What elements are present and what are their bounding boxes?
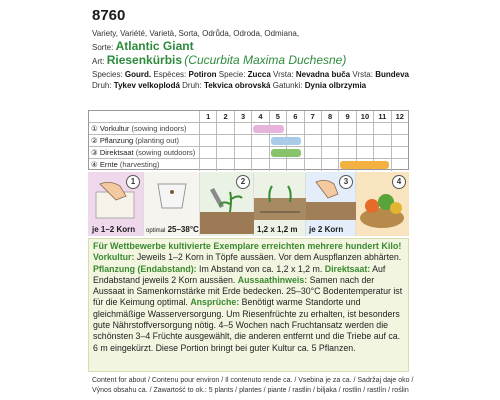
calendar-cell xyxy=(321,147,338,158)
calendar-period-bar xyxy=(340,161,388,169)
content-note-line2: Výnos obsahu ca. / Zawartość to ok.: 5 plants / plantes / piante / rastlin / biljaka / rostlin / rastlín / roślin xyxy=(92,387,409,394)
step-number: 3 xyxy=(339,175,353,189)
row-label: Direktsaat xyxy=(99,148,134,157)
calendar-cell xyxy=(199,135,216,146)
spacing-panel xyxy=(254,172,306,236)
calendar-cell xyxy=(321,159,338,171)
headline: Für Wettbewerbe kultivierte Exemplare erreichten mehrere hundert Kilo! xyxy=(93,241,402,251)
calendar-cell xyxy=(391,159,408,171)
latin-name: (Cucurbita Maxima Duchesne) xyxy=(184,53,347,67)
spacing-icon xyxy=(254,172,306,220)
month-1: 1 xyxy=(199,111,216,122)
calendar-cell xyxy=(269,159,286,171)
month-9: 9 xyxy=(338,111,355,122)
calendar-row-vorkultur xyxy=(89,123,408,135)
calendar-row-label xyxy=(91,148,195,157)
calendar-cell xyxy=(304,135,321,146)
calendar-row-grid xyxy=(199,147,408,158)
month-8: 8 xyxy=(321,111,338,122)
species-label: Vrsta: xyxy=(273,70,294,79)
calendar-row-label xyxy=(91,160,159,169)
calendar-cell xyxy=(286,159,303,171)
row-number: ② xyxy=(91,136,98,145)
calendar-cell xyxy=(321,135,338,146)
calendar-cell xyxy=(304,147,321,158)
pot-icon xyxy=(144,172,200,218)
calendar-cell xyxy=(304,159,321,171)
druh-value: Tykev velkoplodá xyxy=(113,81,180,90)
harvest-panel xyxy=(356,172,409,236)
direktsaat-label: Direktsaat: xyxy=(324,263,371,274)
instruction-text xyxy=(93,252,404,354)
calendar-cell xyxy=(234,123,251,134)
calendar-cell xyxy=(356,147,373,158)
species-value: Nevadna buča xyxy=(295,70,351,79)
variety-row xyxy=(92,39,194,53)
calendar-row-pflanzung xyxy=(89,135,408,147)
calendar-row-grid xyxy=(199,159,408,171)
species-label: Specie: xyxy=(218,70,246,79)
calendar-row-label xyxy=(91,136,179,145)
calendar-cell xyxy=(234,135,251,146)
row-label: Vorkultur xyxy=(99,124,130,133)
art-label: Art: xyxy=(92,57,105,66)
aussaat-label: Aussaathinweis: xyxy=(237,274,308,285)
step-number: 4 xyxy=(392,175,406,189)
month-10: 10 xyxy=(356,111,373,122)
germination-panel xyxy=(144,172,200,236)
sowing-indoors-panel xyxy=(88,172,144,236)
step-number: 1 xyxy=(126,175,140,189)
druh-label: Gatunki: xyxy=(272,81,303,90)
druh-label: Druh: xyxy=(92,81,112,90)
druh-label: Druh: xyxy=(182,81,202,90)
month-header xyxy=(199,111,408,122)
calendar-cell xyxy=(286,123,303,134)
calendar-cell xyxy=(356,135,373,146)
row-number: ① xyxy=(91,124,98,133)
species-value: Bundeva xyxy=(375,70,409,79)
species-translations xyxy=(92,70,409,79)
calendar-cell xyxy=(216,147,233,158)
calendar-cell xyxy=(373,147,390,158)
step3-seeds-label: je 2 Korn xyxy=(309,225,344,234)
row-label: Ernte xyxy=(99,160,118,169)
calendar-row-ernte xyxy=(89,159,408,171)
calendar-cell xyxy=(199,123,216,134)
growing-instructions xyxy=(88,238,409,372)
species-name: Riesenkürbis xyxy=(106,53,183,67)
vorkultur-text: Jeweils 1–2 Korn in Töpfe aussäen. Vor dem Auspflanzen abhärten. xyxy=(134,252,402,263)
variety-languages: Variety, Variété, Varietà, Sorta, Odrůda, Odroda, Odmiana, xyxy=(92,29,300,38)
variety-name: Atlantic Giant xyxy=(115,39,194,53)
calendar-cell xyxy=(321,123,338,134)
sowing-calendar xyxy=(88,110,409,170)
optimal-prefix: optimal xyxy=(146,228,166,234)
product-code: 8760 xyxy=(92,7,126,24)
calendar-row-grid xyxy=(199,123,408,134)
planting-out-panel xyxy=(200,172,254,236)
month-4: 4 xyxy=(251,111,268,122)
calendar-cell xyxy=(199,147,216,158)
aussaat-text: Samen nach der Aussaat in Samenkornstärke mit Erde bedecken. 25–30°C Bodentemperatur ist für die Keimung optimal. xyxy=(93,274,403,308)
druh-value: Dynia olbrzymia xyxy=(304,81,367,90)
row-label-en: (sowing indoors) xyxy=(131,124,187,133)
calendar-cell xyxy=(373,135,390,146)
row-number: ④ xyxy=(91,160,98,169)
calendar-cell xyxy=(216,135,233,146)
optimal-temperature xyxy=(146,225,199,234)
month-7: 7 xyxy=(304,111,321,122)
species-value: Gourd. xyxy=(124,70,152,79)
species-label: Species: xyxy=(92,70,123,79)
calendar-period-bar xyxy=(271,149,302,157)
calendar-cell xyxy=(251,135,268,146)
step1-seeds-label: je 1–2 Korn xyxy=(92,225,136,234)
calendar-cell xyxy=(199,159,216,171)
calendar-cell xyxy=(391,147,408,158)
month-6: 6 xyxy=(286,111,303,122)
direktsaat-text: Auf Endabstand jeweils 2 Korn aussäen. xyxy=(93,263,386,285)
month-5: 5 xyxy=(269,111,286,122)
spacing-label: 1,2 x 1,2 m xyxy=(257,225,298,234)
species-value: Potiron xyxy=(188,70,217,79)
month-12: 12 xyxy=(391,111,408,122)
row-label-en: (harvesting) xyxy=(119,160,160,169)
row-number: ③ xyxy=(91,148,98,157)
species-title-row xyxy=(92,53,346,67)
calendar-cell xyxy=(338,123,355,134)
month-3: 3 xyxy=(234,111,251,122)
row-label-en: (sowing outdoors) xyxy=(135,148,196,157)
row-label: Pflanzung xyxy=(99,136,134,145)
calendar-period-bar xyxy=(271,137,302,145)
pflanzung-text: Im Abstand von ca. 1,2 x 1,2 m. xyxy=(196,263,323,274)
calendar-cell xyxy=(234,147,251,158)
calendar-cell xyxy=(356,123,373,134)
calendar-cell xyxy=(373,123,390,134)
row-label-en: (planting out) xyxy=(135,136,180,145)
calendar-cell xyxy=(234,159,251,171)
calendar-header-row xyxy=(89,111,408,123)
calendar-cell xyxy=(304,123,321,134)
calendar-row-direktsaat xyxy=(89,147,408,159)
species-translations-2 xyxy=(92,81,366,90)
species-value: Zucca xyxy=(247,70,271,79)
calendar-cell xyxy=(251,147,268,158)
ansprueche-text: Benötigt warme Standorte und gleichmäßige Wasserversorgung. Um Riesenfrüchte zu erhalten, ist besonders gute Nährstoffversorgung nötig. 4–5 Wochen nach Fruchtansatz werden die schönsten 3–4 Früchte ausgewählt, die anderen entfernt und die Triebe auf ca. 6 m eingekürzt. Diese Portion bringt bei guter Kultur ca. 5 Pflanzen. xyxy=(93,297,401,353)
instruction-icons xyxy=(88,172,409,236)
calendar-cell xyxy=(338,147,355,158)
ansprueche-label: Ansprüche: xyxy=(190,297,240,308)
variety-label: Sorte: xyxy=(92,43,114,52)
month-11: 11 xyxy=(373,111,390,122)
vorkultur-label: Vorkultur: xyxy=(93,252,135,263)
calendar-period-bar xyxy=(253,125,284,133)
temperature-value: 25–38°C xyxy=(167,225,199,234)
direct-sowing-panel xyxy=(306,172,356,236)
month-2: 2 xyxy=(216,111,233,122)
step-number: 2 xyxy=(236,175,250,189)
species-label: Espèces: xyxy=(153,70,187,79)
calendar-cell xyxy=(251,159,268,171)
calendar-row-label xyxy=(91,124,187,133)
pflanzung-label: Pflanzung (Endabstand): xyxy=(93,263,197,274)
species-label: Vrsta: xyxy=(352,70,373,79)
druh-value: Tekvica obrovská xyxy=(203,81,271,90)
calendar-row-grid xyxy=(199,135,408,146)
calendar-cell xyxy=(216,159,233,171)
calendar-cell xyxy=(216,123,233,134)
content-note-line1: Content for about / Contenu pour environ / Il contenuto rende ca. / Vsebina je za ca. / Sadržaj daje oko / xyxy=(92,377,414,384)
calendar-cell xyxy=(391,123,408,134)
calendar-cell xyxy=(391,135,408,146)
calendar-cell xyxy=(338,135,355,146)
